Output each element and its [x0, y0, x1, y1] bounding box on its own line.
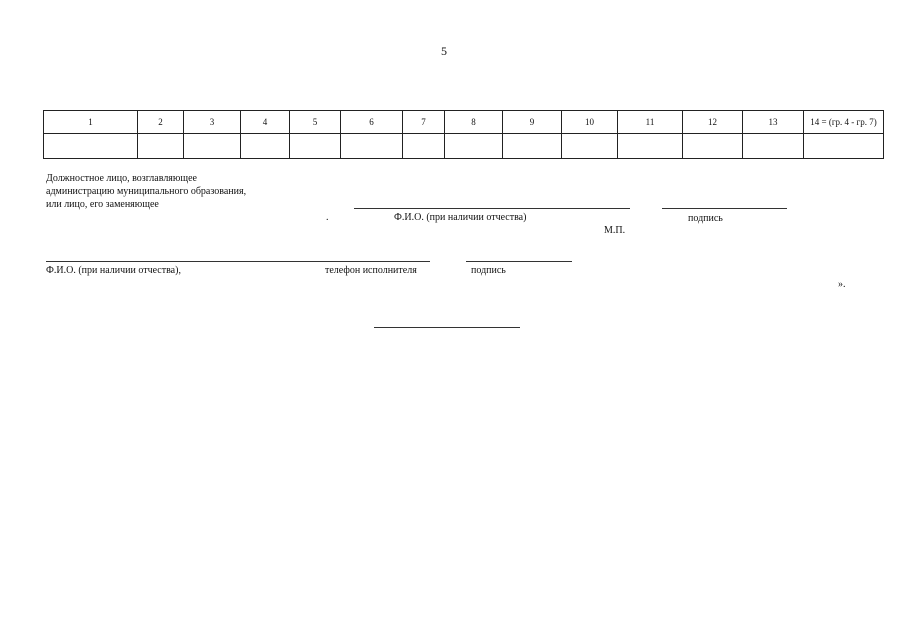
column-header: 12	[683, 111, 743, 134]
table-row	[44, 134, 884, 159]
data-table	[43, 110, 884, 159]
closing-quote: ».	[838, 279, 846, 290]
official-title-line: или лицо, его заменяющее	[46, 199, 159, 210]
column-header: 13	[743, 111, 804, 134]
column-header: 7	[403, 111, 445, 134]
stamp-label: М.П.	[604, 225, 626, 236]
official-title-line: Должностное лицо, возглавляющее	[46, 173, 197, 184]
signature-line[interactable]	[662, 208, 787, 209]
fio-label: Ф.И.О. (при наличии отчества)	[394, 212, 527, 223]
signature-label: подпись	[688, 213, 723, 224]
executor-signature-line[interactable]	[466, 261, 572, 262]
table-cell[interactable]	[618, 134, 683, 159]
column-header: 4	[241, 111, 290, 134]
table-cell[interactable]	[341, 134, 403, 159]
table-cell[interactable]	[241, 134, 290, 159]
table-cell[interactable]	[804, 134, 884, 159]
table-cell[interactable]	[743, 134, 804, 159]
column-header: 9	[503, 111, 562, 134]
executor-signature-label: подпись	[471, 265, 506, 276]
table-cell[interactable]	[184, 134, 241, 159]
table-cell[interactable]	[403, 134, 445, 159]
table-cell[interactable]	[290, 134, 341, 159]
column-header: 5	[290, 111, 341, 134]
column-header: 11	[618, 111, 683, 134]
table-header-row	[44, 111, 884, 134]
page-number: 5	[441, 44, 447, 58]
executor-fio-label: Ф.И.О. (при наличии отчества),	[46, 265, 181, 276]
table-cell[interactable]	[503, 134, 562, 159]
table-cell[interactable]	[445, 134, 503, 159]
closing-divider	[374, 327, 520, 328]
column-header: 8	[445, 111, 503, 134]
column-header: 1	[44, 111, 138, 134]
table-cell[interactable]	[683, 134, 743, 159]
separator-dot: .	[326, 212, 329, 223]
table-cell[interactable]	[562, 134, 618, 159]
table-cell[interactable]	[44, 134, 138, 159]
column-header: 14 = (гр. 4 - гр. 7)	[804, 111, 884, 134]
column-header: 2	[138, 111, 184, 134]
executor-phone-label: телефон исполнителя	[325, 265, 417, 276]
column-header: 10	[562, 111, 618, 134]
column-header: 6	[341, 111, 403, 134]
official-title-line: администрацию муниципального образования,	[46, 186, 247, 197]
column-header: 3	[184, 111, 241, 134]
table-cell[interactable]	[138, 134, 184, 159]
executor-fio-line[interactable]	[46, 261, 430, 262]
fio-signature-line[interactable]	[354, 208, 630, 209]
